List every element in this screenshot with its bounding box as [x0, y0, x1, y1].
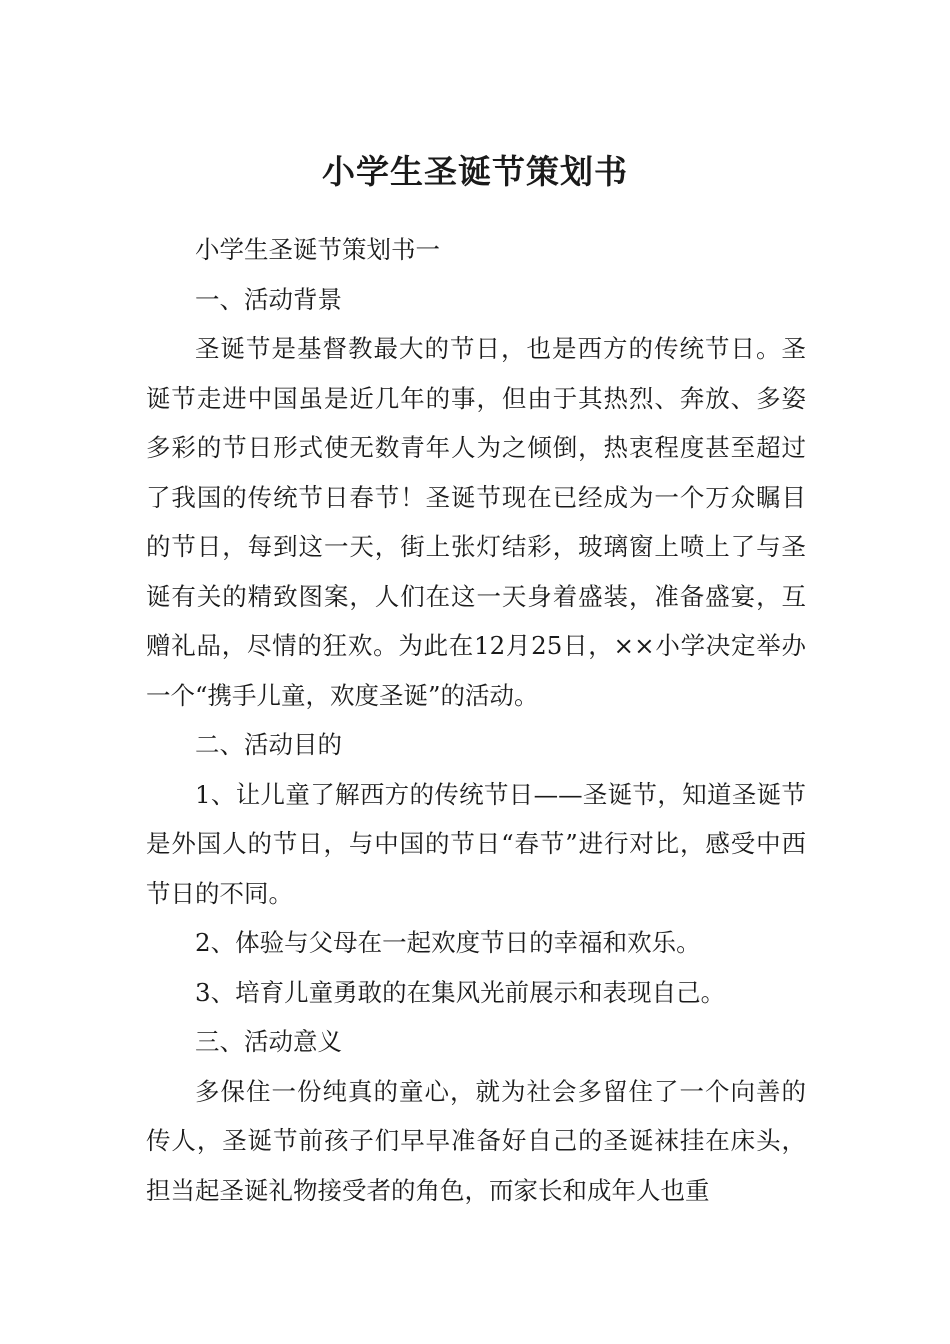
section-heading-significance: 三、活动意义 [195, 1027, 342, 1056]
document-body [146, 225, 806, 1215]
purpose-item-1: 1、让儿童了解西方的传统节日——圣诞节，知道圣诞节是外国人的节日，与中国的节日“春节”进行对比，感受中西节日的不同。 [146, 779, 806, 908]
purpose-item-3: 3、培育儿童勇敢的在集风光前展示和表现自己。 [195, 977, 726, 1007]
purpose-item-2: 2、体验与父母在一起欢度节日的幸福和欢乐。 [195, 928, 701, 957]
background-paragraph: 圣诞节是基督教最大的节日，也是西方的传统节日。圣诞节走进中国虽是近几年的事，但由于其热烈、奔放、多姿多彩的节日形式使无数青年人为之倾倒，热衷程度甚至超过了我国的传统节日春节！圣诞节现在已经成为一个万众瞩目的节日，每到这一天，街上张灯结彩，玻璃窗上喷上了与圣诞有关的精致图案，人们在这一天身着盛装，准备盛宴，互赠礼品，尽情的狂欢。为此在12月25日，××小学决定举办一个“携手儿童，欢度圣诞”的活动。 [146, 334, 806, 710]
section-heading-purpose: 二、活动目的 [195, 730, 342, 759]
significance-paragraph: 多保住一份纯真的童心，就为社会多留住了一个向善的传人，圣诞节前孩子们早早准备好自己的圣诞袜挂在床头，担当起圣诞礼物接受者的角色，而家长和成年人也重 [146, 1076, 806, 1205]
subtitle-paragraph: 小学生圣诞节策划书一 [195, 235, 440, 264]
document-title: 小学生圣诞节策划书 [322, 152, 628, 192]
section-heading-background: 一、活动背景 [195, 284, 342, 314]
